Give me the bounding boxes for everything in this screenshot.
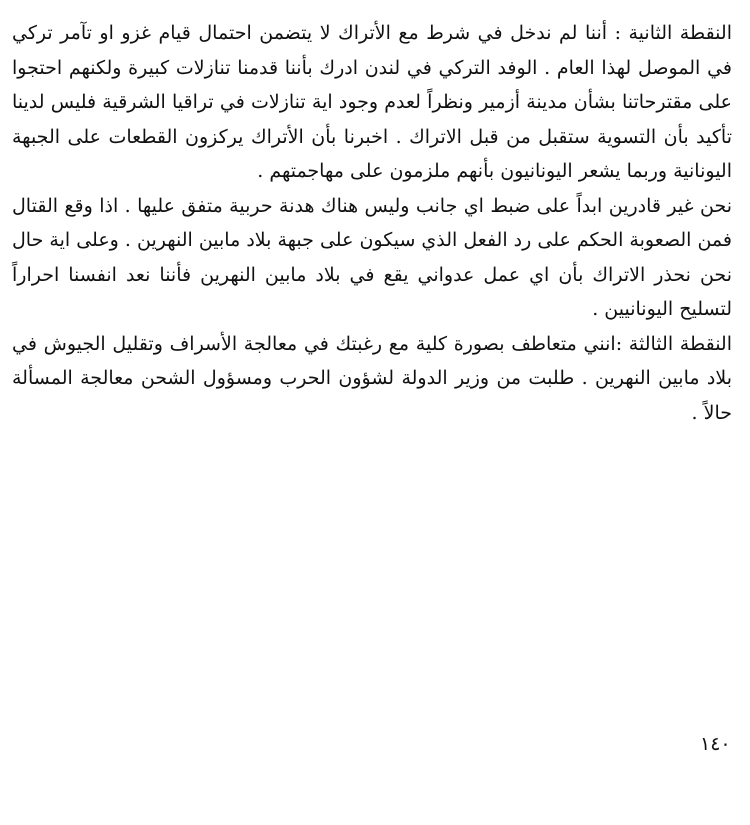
paragraph-point-two: النقطة الثانية : أننا لم ندخل في شرط مع الأتراك لا يتضمن احتمال قيام غزو او تآمر تركي في الموصل لهذا العام . الوفد التركي في لندن ادرك بأننا قدمنا تنازلات كبيرة ولكنهم احتجوا على مقترحاتنا بشأن مدينة أزمير ونظراً لعدم وجود اية تنازلات في تراقيا الشرقية فليس لدينا تأكيد بأن التسوية ستقبل من قبل الاتراك . اخبرنا بأن الأتراك يركزون القطعات على الجبهة اليونانية وربما يشعر اليونانيون بأنهم ملزمون على مهاجمتهم . [12,22,732,182]
page-number: ١٤٠ [700,733,731,755]
paragraph-point-three: النقطة الثالثة :انني متعاطف بصورة كلية مع رغبتك في معالجة الأسراف وتقليل الجيوش في بلاد مابين النهرين . طلبت من وزير الدولة لشؤون الحرب ومسؤول الشحن معالجة المسألة حالاً . [12,332,732,424]
paragraph-fighting-warning: نحن غير قادرين ابداً على ضبط اي جانب وليس هناك هدنة حربية متفق عليها . اذا وقع القتال فمن الصعوبة الحكم على رد الفعل الذي سيكون على جبهة بلاد مابين النهرين . وعلى اية حال نحن نحذر الاتراك بأن اي عمل عدواني يقع في بلاد مابين النهرين فأننا نعد انفسنا احراراً لتسليح اليونانيين . [12,194,732,320]
body-text [12,16,732,430]
